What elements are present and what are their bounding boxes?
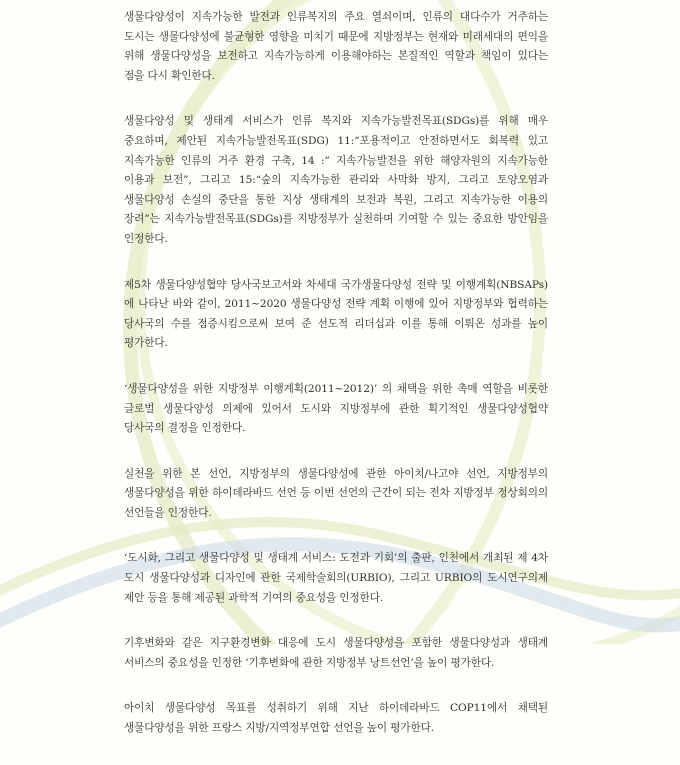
paragraph-8: 아이치 생물다양성 목표를 성취하기 위해 지난 하이데라바드 COP11에서 채택된 생물다양성을 위한 프랑스 지방/지역정부연합 선언을 높이 평가한다. xyxy=(124,702,548,735)
paragraph-6: ‘도시화, 그리고 생물다양성 및 생태계 서비스: 도전과 기회’의 출판, 인천에서 개최된 제 4차 도시 생물다양성과 디자인에 관한 국제학술회의(URBIO), 그리고 URBIO의 도시연구의제 제안 등을 통해 제공된 과학적 기여의 중요성을 인정한다. xyxy=(124,552,548,604)
document-body xyxy=(124,8,548,765)
paragraph-2: 생물다양성 및 생태계 서비스가 인류 복지와 지속가능발전목표(SDGs)를 위해 매우 중요하며, 제안된 지속가능발전목표(SDG) 11:“포용적이고 안전하면서도 회복력 있고 지속가능한 인류의 거주 환경 구축, 14 :” 지속가능발전을 위한 해양자원의 지속가능한 이용과 보전”, 그리고 15:“숲의 지속가능한 관리와 사막화 방지, 그리고 토양오염과 생물다양성 손실의 중단을 통한 지상 생태계의 보전과 복원, 그리고 지속가능한 이용의 장려”는 지속가능발전목표(SDGs)를 지방정부가 실천하며 기여할 수 있는 중요한 방안임을 인정한다. xyxy=(124,115,548,245)
paragraph-3: 제5차 생물다양성협약 당사국보고서와 차세대 국가생물다양성 전략 및 이행계획(NBSAPs)에 나타난 바와 같이, 2011~2020 생물다양성 전략 계획 이행에 있어 지방정부와 협력하는 당사국의 수를 점증시킴으로써 보여 준 선도적 리더십과 이를 통해 이뤄온 성과를 높이 평가한다. xyxy=(124,278,548,350)
paragraph-1: 생물다양성이 지속가능한 발전과 인류복지의 주요 열쇠이며, 인류의 대다수가 거주하는 도시는 생물다양성에 불균형한 영향을 미치기 때문에 지방정부는 현재와 미래세대의 편익을 위해 생물다양성을 보전하고 지속가능하게 이용해야하는 본질적인 역할과 책임이 있다는 점을 다시 확인한다. xyxy=(124,11,548,82)
paragraph-5: 실천을 위한 본 선언, 지방정부의 생물다양성에 관한 아이치/나고야 선언, 지방정부의 생물다양성을 위한 하이데라바드 선언 등 이번 선언의 근간이 되는 전차 지방정부 정상회의의 선언들을 인정한다. xyxy=(124,467,548,519)
paragraph-7: 기후변화와 같은 지구환경변화 대응에 도시 생물다양성을 포함한 생물다양성과 생태계 서비스의 중요성을 인정한 ‘기후변화에 관한 지방정부 낭트선언’을 높이 평가한다. xyxy=(124,637,548,669)
paragraph-4: ‘생물다양성을 위한 지방정부 이행계획(2011~2012)’ 의 채택을 위한 촉매 역할을 비롯한 글로벌 생물다양성 의제에 있어서 도시와 지방정부에 관한 획기적인 생물다양성협약 당사국의 결정을 인정한다. xyxy=(124,382,548,435)
